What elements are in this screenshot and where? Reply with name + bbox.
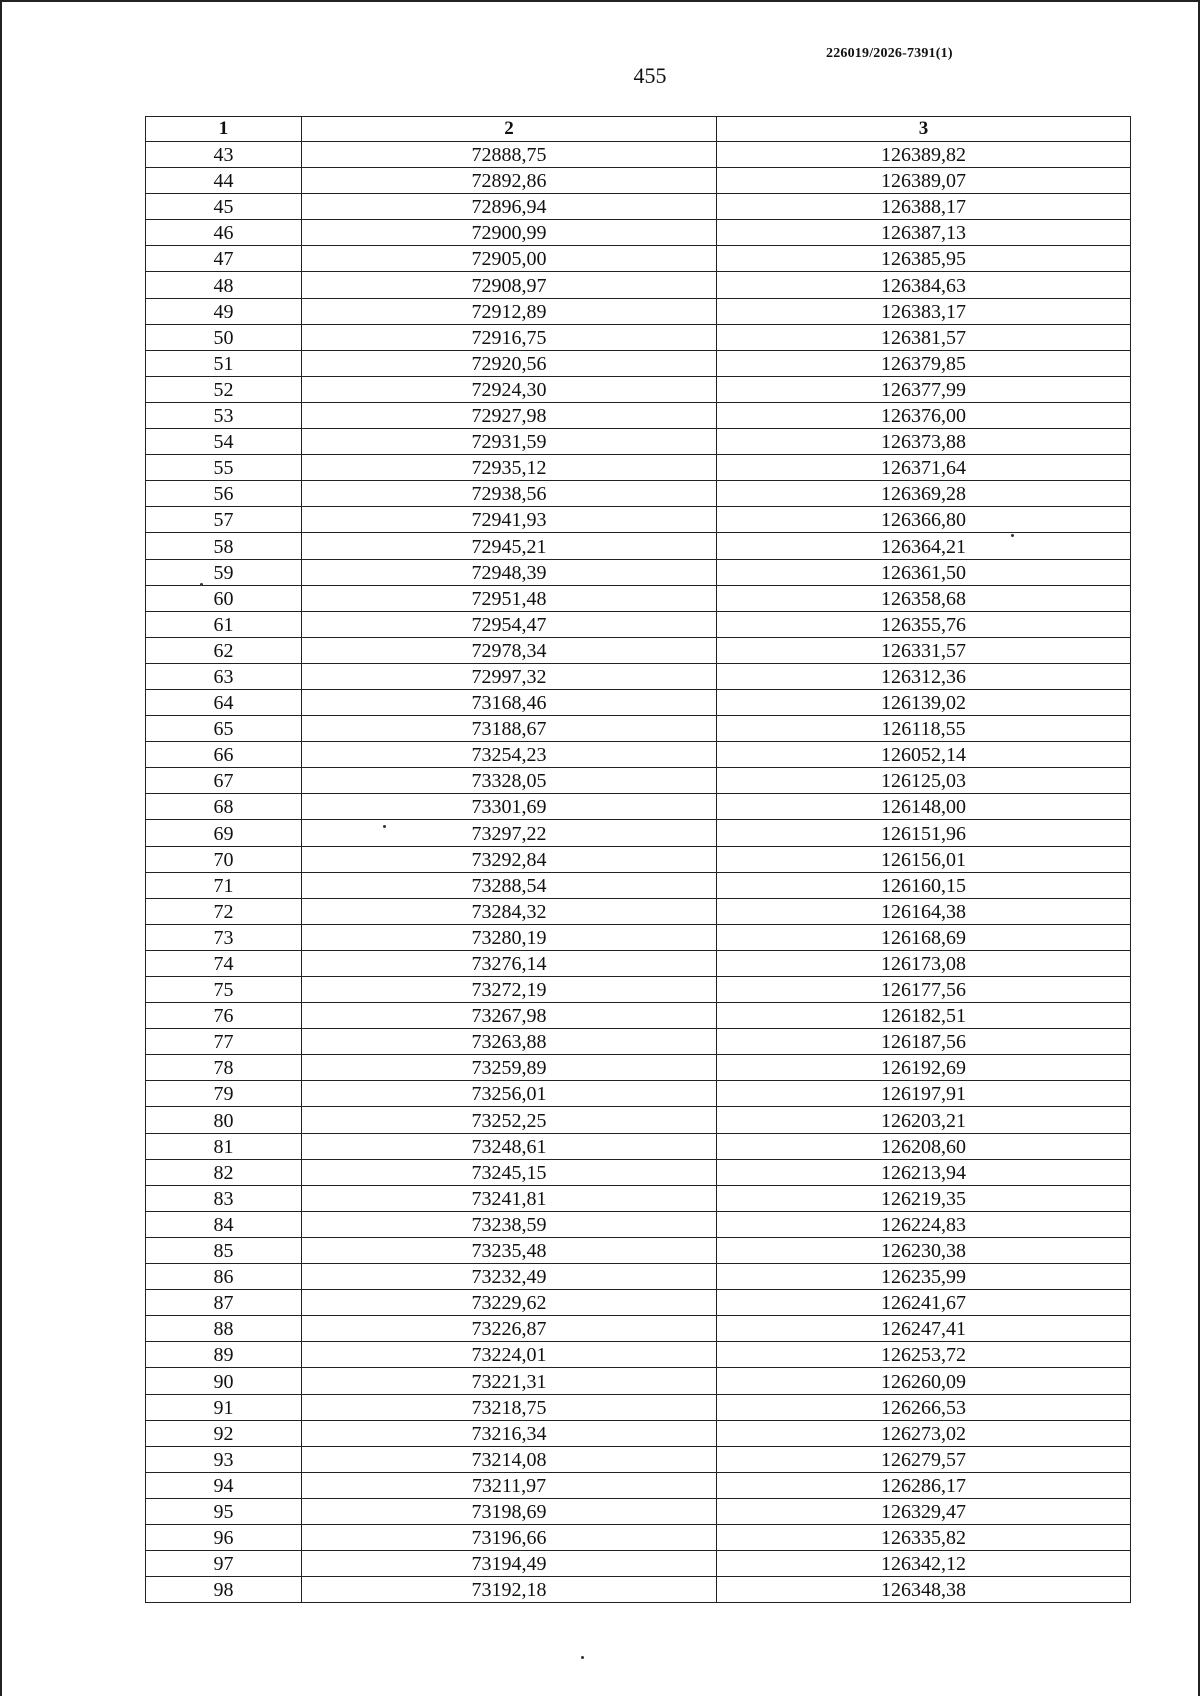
coordinate-x-cell: 72888,75 [302,142,717,168]
table-row [146,872,1131,898]
coordinate-x-cell: 72954,47 [302,611,717,637]
table-row [146,1524,1131,1550]
point-number-cell: 86 [146,1264,302,1290]
table-row [146,402,1131,428]
coordinate-y-cell: 126230,38 [717,1237,1131,1263]
coordinate-y-cell: 126385,95 [717,246,1131,272]
coordinate-x-cell: 73216,34 [302,1420,717,1446]
table-row [146,429,1131,455]
point-number-cell: 58 [146,533,302,559]
point-number-cell: 70 [146,846,302,872]
coordinate-x-cell: 72978,34 [302,637,717,663]
coordinate-x-cell: 72997,32 [302,663,717,689]
point-number-cell: 61 [146,611,302,637]
document-reference: 226019/2026-7391(1) [826,46,953,61]
coordinate-x-cell: 73301,69 [302,794,717,820]
coordinate-y-cell: 126358,68 [717,585,1131,611]
point-number-cell: 69 [146,820,302,846]
table-row [146,1290,1131,1316]
point-number-cell: 56 [146,481,302,507]
coordinate-y-cell: 126052,14 [717,742,1131,768]
table-row [146,689,1131,715]
coordinate-y-cell: 126348,38 [717,1577,1131,1603]
coordinate-x-cell: 73245,15 [302,1159,717,1185]
coordinate-y-cell: 126387,13 [717,220,1131,246]
coordinate-x-cell: 72931,59 [302,429,717,455]
table-row [146,1316,1131,1342]
coordinate-y-cell: 126118,55 [717,716,1131,742]
table-row [146,455,1131,481]
point-number-cell: 60 [146,585,302,611]
coordinate-y-cell: 126235,99 [717,1264,1131,1290]
coordinate-x-cell: 73272,19 [302,977,717,1003]
page-number: 455 [633,63,667,88]
point-number-cell: 55 [146,455,302,481]
coordinate-x-cell: 73194,49 [302,1551,717,1577]
coordinate-x-cell: 73276,14 [302,950,717,976]
point-number-cell: 94 [146,1472,302,1498]
coordinate-x-cell: 73168,46 [302,689,717,715]
table-header-row [146,117,1131,142]
table-row [146,1551,1131,1577]
coordinate-y-cell: 126241,67 [717,1290,1131,1316]
table-row [146,846,1131,872]
coordinate-x-cell: 73259,89 [302,1055,717,1081]
coordinate-y-cell: 126329,47 [717,1498,1131,1524]
coordinate-y-cell: 126376,00 [717,402,1131,428]
point-number-cell: 64 [146,689,302,715]
coordinate-y-cell: 126355,76 [717,611,1131,637]
table-row [146,950,1131,976]
point-number-cell: 78 [146,1055,302,1081]
point-number-cell: 45 [146,194,302,220]
coordinate-y-cell: 126168,69 [717,924,1131,950]
coordinate-x-cell: 73192,18 [302,1577,717,1603]
coordinate-x-cell: 73328,05 [302,768,717,794]
table-row [146,1368,1131,1394]
table-row [146,194,1131,220]
table-row [146,376,1131,402]
table-row [146,1003,1131,1029]
coordinate-y-cell: 126388,17 [717,194,1131,220]
coordinate-x-cell: 73196,66 [302,1524,717,1550]
coordinate-y-cell: 126187,56 [717,1029,1131,1055]
coordinate-y-cell: 126164,38 [717,898,1131,924]
coordinate-x-cell: 73241,81 [302,1185,717,1211]
table-row [146,324,1131,350]
point-number-cell: 93 [146,1446,302,1472]
point-number-cell: 44 [146,168,302,194]
coordinate-x-cell: 73248,61 [302,1133,717,1159]
point-number-cell: 67 [146,768,302,794]
point-number-cell: 54 [146,429,302,455]
coordinate-x-cell: 73280,19 [302,924,717,950]
coordinate-y-cell: 126219,35 [717,1185,1131,1211]
coordinate-x-cell: 73198,69 [302,1498,717,1524]
coordinate-y-cell: 126373,88 [717,429,1131,455]
table-row [146,481,1131,507]
table-row [146,611,1131,637]
point-number-cell: 72 [146,898,302,924]
point-number-cell: 46 [146,220,302,246]
coordinate-y-cell: 126279,57 [717,1446,1131,1472]
point-number-cell: 97 [146,1551,302,1577]
table-row [146,1237,1131,1263]
scan-speck [383,825,386,828]
coordinate-x-cell: 73252,25 [302,1107,717,1133]
point-number-cell: 83 [146,1185,302,1211]
point-number-cell: 52 [146,376,302,402]
coordinate-x-cell: 73221,31 [302,1368,717,1394]
point-number-cell: 49 [146,298,302,324]
table-row [146,1081,1131,1107]
coordinate-x-cell: 73254,23 [302,742,717,768]
coordinate-x-cell: 72916,75 [302,324,717,350]
table-row [146,1342,1131,1368]
coordinate-y-cell: 126331,57 [717,637,1131,663]
table-row [146,742,1131,768]
coordinate-y-cell: 126371,64 [717,455,1131,481]
coordinate-y-cell: 126253,72 [717,1342,1131,1368]
point-number-cell: 57 [146,507,302,533]
point-number-cell: 79 [146,1081,302,1107]
coordinate-y-cell: 126383,17 [717,298,1131,324]
coordinate-y-cell: 126208,60 [717,1133,1131,1159]
column-header-2: 2 [302,117,717,142]
coordinate-x-cell: 73297,22 [302,820,717,846]
table-row [146,768,1131,794]
coordinate-y-cell: 126379,85 [717,350,1131,376]
point-number-cell: 90 [146,1368,302,1394]
coordinate-x-cell: 72935,12 [302,455,717,481]
point-number-cell: 84 [146,1211,302,1237]
point-number-cell: 82 [146,1159,302,1185]
coordinate-y-cell: 126260,09 [717,1368,1131,1394]
point-number-cell: 53 [146,402,302,428]
coordinate-y-cell: 126384,63 [717,272,1131,298]
table-row [146,142,1131,168]
point-number-cell: 47 [146,246,302,272]
point-number-cell: 96 [146,1524,302,1550]
coordinate-y-cell: 126273,02 [717,1420,1131,1446]
table-row [146,1577,1131,1603]
table-row [146,794,1131,820]
coordinate-x-cell: 73211,97 [302,1472,717,1498]
coordinate-y-cell: 126224,83 [717,1211,1131,1237]
point-number-cell: 48 [146,272,302,298]
point-number-cell: 43 [146,142,302,168]
point-number-cell: 73 [146,924,302,950]
coordinate-x-cell: 73238,59 [302,1211,717,1237]
coordinate-x-cell: 72938,56 [302,481,717,507]
table-row [146,559,1131,585]
coordinate-y-cell: 126182,51 [717,1003,1131,1029]
coordinate-y-cell: 126148,00 [717,794,1131,820]
coordinate-y-cell: 126342,12 [717,1551,1131,1577]
coordinate-x-cell: 73232,49 [302,1264,717,1290]
table-row [146,924,1131,950]
table-row [146,716,1131,742]
coordinate-y-cell: 126125,03 [717,768,1131,794]
table-row [146,585,1131,611]
coordinate-y-cell: 126389,07 [717,168,1131,194]
table-row [146,898,1131,924]
point-number-cell: 51 [146,350,302,376]
table-row [146,220,1131,246]
table-row [146,1107,1131,1133]
table-row [146,1394,1131,1420]
coordinate-x-cell: 72945,21 [302,533,717,559]
point-number-cell: 71 [146,872,302,898]
coordinate-x-cell: 73188,67 [302,716,717,742]
point-number-cell: 75 [146,977,302,1003]
point-number-cell: 98 [146,1577,302,1603]
scan-speck [581,1656,584,1659]
point-number-cell: 87 [146,1290,302,1316]
table-row [146,1159,1131,1185]
coordinate-y-cell: 126364,21 [717,533,1131,559]
coordinate-y-cell: 126389,82 [717,142,1131,168]
table-row [146,663,1131,689]
point-number-cell: 76 [146,1003,302,1029]
table-row [146,1133,1131,1159]
table-row [146,1264,1131,1290]
table-row [146,820,1131,846]
point-number-cell: 74 [146,950,302,976]
table-row [146,1498,1131,1524]
coordinate-y-cell: 126177,56 [717,977,1131,1003]
coordinate-x-cell: 72908,97 [302,272,717,298]
coordinate-x-cell: 73218,75 [302,1394,717,1420]
point-number-cell: 85 [146,1237,302,1263]
coordinate-x-cell: 72920,56 [302,350,717,376]
point-number-cell: 95 [146,1498,302,1524]
coordinate-x-cell: 72948,39 [302,559,717,585]
coordinate-x-cell: 72892,86 [302,168,717,194]
table-row [146,246,1131,272]
point-number-cell: 89 [146,1342,302,1368]
point-number-cell: 68 [146,794,302,820]
coordinate-x-cell: 73235,48 [302,1237,717,1263]
coordinate-y-cell: 126381,57 [717,324,1131,350]
coordinate-x-cell: 73284,32 [302,898,717,924]
coordinate-y-cell: 126173,08 [717,950,1131,976]
coordinate-x-cell: 72924,30 [302,376,717,402]
point-number-cell: 81 [146,1133,302,1159]
coordinate-y-cell: 126213,94 [717,1159,1131,1185]
coordinate-y-cell: 126369,28 [717,481,1131,507]
table-row [146,1446,1131,1472]
coordinate-x-cell: 73263,88 [302,1029,717,1055]
coordinate-x-cell: 73292,84 [302,846,717,872]
point-number-cell: 63 [146,663,302,689]
coordinate-x-cell: 72912,89 [302,298,717,324]
coordinate-x-cell: 73256,01 [302,1081,717,1107]
table-row [146,507,1131,533]
coordinate-y-cell: 126286,17 [717,1472,1131,1498]
coordinate-y-cell: 126247,41 [717,1316,1131,1342]
coordinate-x-cell: 73214,08 [302,1446,717,1472]
column-header-1: 1 [146,117,302,142]
table-row [146,1185,1131,1211]
point-number-cell: 50 [146,324,302,350]
coordinate-y-cell: 126377,99 [717,376,1131,402]
table-row [146,1029,1131,1055]
coordinate-x-cell: 72896,94 [302,194,717,220]
coordinate-y-cell: 126197,91 [717,1081,1131,1107]
coordinate-y-cell: 126156,01 [717,846,1131,872]
coordinate-x-cell: 72900,99 [302,220,717,246]
coordinate-y-cell: 126335,82 [717,1524,1131,1550]
table-row [146,637,1131,663]
scan-speck [200,583,203,586]
column-header-3: 3 [717,117,1131,142]
point-number-cell: 66 [146,742,302,768]
table-body [146,142,1131,1603]
coordinate-y-cell: 126203,21 [717,1107,1131,1133]
table-row [146,350,1131,376]
coordinate-x-cell: 73288,54 [302,872,717,898]
coordinate-y-cell: 126192,69 [717,1055,1131,1081]
coordinate-x-cell: 73224,01 [302,1342,717,1368]
coordinate-y-cell: 126366,80 [717,507,1131,533]
coordinate-x-cell: 72927,98 [302,402,717,428]
table-row [146,977,1131,1003]
coordinate-x-cell: 72905,00 [302,246,717,272]
coordinate-y-cell: 126312,36 [717,663,1131,689]
coordinate-y-cell: 126160,15 [717,872,1131,898]
coordinate-y-cell: 126361,50 [717,559,1131,585]
coordinate-y-cell: 126151,96 [717,820,1131,846]
point-number-cell: 92 [146,1420,302,1446]
point-number-cell: 77 [146,1029,302,1055]
point-number-cell: 62 [146,637,302,663]
table-row [146,168,1131,194]
point-number-cell: 88 [146,1316,302,1342]
coordinate-x-cell: 72941,93 [302,507,717,533]
coordinate-y-cell: 126266,53 [717,1394,1131,1420]
table-row [146,1472,1131,1498]
coordinate-x-cell: 73226,87 [302,1316,717,1342]
point-number-cell: 80 [146,1107,302,1133]
table-row [146,298,1131,324]
coordinate-x-cell: 72951,48 [302,585,717,611]
table-row [146,272,1131,298]
table-row [146,533,1131,559]
table-row [146,1420,1131,1446]
coordinate-x-cell: 73229,62 [302,1290,717,1316]
coordinates-table [145,116,1131,1603]
table-row [146,1211,1131,1237]
point-number-cell: 59 [146,559,302,585]
coordinate-y-cell: 126139,02 [717,689,1131,715]
point-number-cell: 65 [146,716,302,742]
point-number-cell: 91 [146,1394,302,1420]
scan-speck [1011,534,1014,537]
coordinate-x-cell: 73267,98 [302,1003,717,1029]
table-row [146,1055,1131,1081]
